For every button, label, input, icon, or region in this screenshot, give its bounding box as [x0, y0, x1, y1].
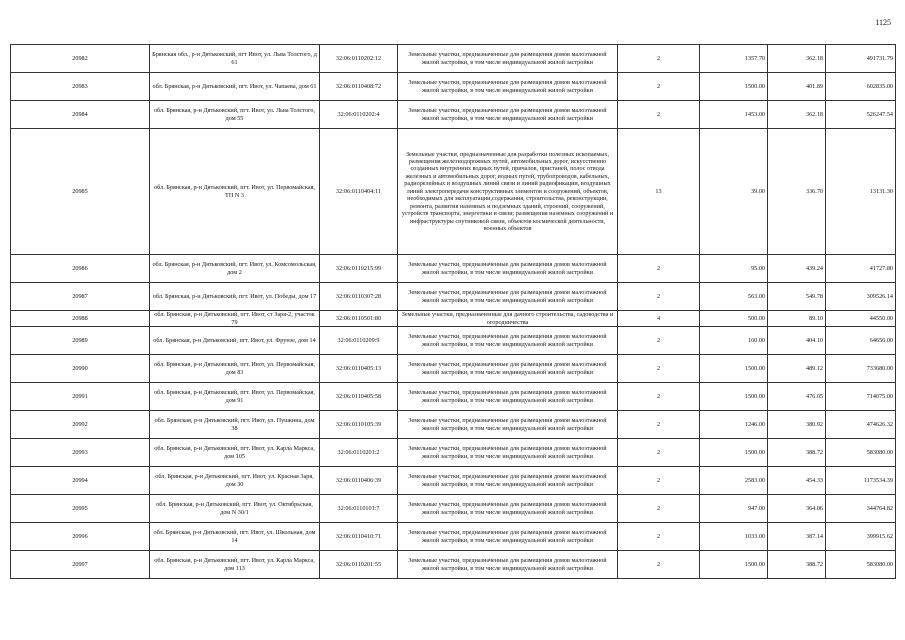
specific-value-cell: 362.18	[768, 45, 826, 73]
address-cell: обл. Брянская, р-н Дятьковский, пгт. Ивот, ул. Школьная, дом 14	[150, 523, 320, 551]
area-cell: 39.00	[700, 129, 768, 255]
cadastral-number-cell: 32:06:0110410:71	[320, 523, 398, 551]
area-cell: 1357.70	[700, 45, 768, 73]
address-cell: обл. Брянская, р-н Дятьковский, пгт. Ивот, ул. Комсомольская, дом 2	[150, 255, 320, 283]
address-cell: обл. Брянская, р-н Дятьковский, пгт. Ивот, ул. Победы, дом 17	[150, 283, 320, 311]
specific-value-cell: 380.92	[768, 411, 826, 439]
use-group-code-cell: 2	[618, 411, 700, 439]
record-number-cell: 20983	[11, 73, 150, 101]
cadastral-value-cell: 309526.14	[826, 283, 896, 311]
cadastral-value-cell: 41727.80	[826, 255, 896, 283]
use-group-code-cell: 2	[618, 467, 700, 495]
cadastral-number-cell: 32:06:0110201:55	[320, 551, 398, 579]
table-row	[11, 255, 896, 283]
cadastral-number-cell: 32:06:0110404:11	[320, 129, 398, 255]
land-use-cell: Земельные участки, предназначенные для размещения домов малоэтажной жилой застройки, в том числе индивидуальной жилой застройки	[398, 551, 618, 579]
specific-value-cell: 387.14	[768, 523, 826, 551]
cadastral-value-cell: 64656.00	[826, 327, 896, 355]
record-number-cell: 20991	[11, 383, 150, 411]
land-use-cell: Земельные участки, предназначенные для размещения домов малоэтажной жилой застройки, в том числе индивидуальной жилой застройки	[398, 523, 618, 551]
cadastral-value-cell: 602835.00	[826, 73, 896, 101]
specific-value-cell: 404.10	[768, 327, 826, 355]
table-row	[11, 383, 896, 411]
address-cell: обл. Брянская, р-н Дятьковский, пгт. Ивот, ул. Первомайская, дом 91	[150, 383, 320, 411]
table-row	[11, 45, 896, 73]
cadastral-value-cell: 13131.30	[826, 129, 896, 255]
area-cell: 500.00	[700, 311, 768, 327]
address-cell: обл. Брянская, р-н Дятьковский, пгт. Ивот, ул. Первомайская, ТП N 3	[150, 129, 320, 255]
record-number-cell: 20995	[11, 495, 150, 523]
land-use-cell: Земельные участки, предназначенные для размещения домов малоэтажной жилой застройки, в том числе индивидуальной жилой застройки	[398, 383, 618, 411]
land-use-cell: Земельные участки, предназначенные для размещения домов малоэтажной жилой застройки, в том числе индивидуальной жилой застройки	[398, 45, 618, 73]
table-row	[11, 73, 896, 101]
land-use-cell: Земельные участки, предназначенные для размещения домов малоэтажной жилой застройки, в том числе индивидуальной жилой застройки	[398, 255, 618, 283]
address-cell: обл. Брянская, р-н Дятьковский, пгт. Ивот, ул. Пушкина, дом 38	[150, 411, 320, 439]
use-group-code-cell: 2	[618, 439, 700, 467]
use-group-code-cell: 2	[618, 495, 700, 523]
area-cell: 1500.00	[700, 383, 768, 411]
area-cell: 1500.00	[700, 73, 768, 101]
address-cell: Брянская обл., р-н Дятьковский, пгт Ивот, ул. Льва Толстого, д 61	[150, 45, 320, 73]
cadastral-number-cell: 32:06:0110209:9	[320, 327, 398, 355]
area-cell: 2583.00	[700, 467, 768, 495]
table-row	[11, 101, 896, 129]
use-group-code-cell: 2	[618, 101, 700, 129]
area-cell: 1500.00	[700, 439, 768, 467]
address-cell: обл. Брянская, р-н Дятьковский, пгт. Ивот, ул. Фрунзе, дом 14	[150, 327, 320, 355]
cadastral-value-cell: 1173534.39	[826, 467, 896, 495]
land-use-cell: Земельные участки, предназначенные для размещения домов малоэтажной жилой застройки, в том числе индивидуальной жилой застройки	[398, 283, 618, 311]
record-number-cell: 20986	[11, 255, 150, 283]
record-number-cell: 20987	[11, 283, 150, 311]
use-group-code-cell: 2	[618, 523, 700, 551]
cadastral-number-cell: 32:06:0110202:4	[320, 101, 398, 129]
specific-value-cell: 439.24	[768, 255, 826, 283]
area-cell: 1246.00	[700, 411, 768, 439]
address-cell: обл. Брянская, р-н Дятьковский, пгт. Ивот, ул. Красная Заря, дом 30	[150, 467, 320, 495]
table-row	[11, 355, 896, 383]
area-cell: 1033.00	[700, 523, 768, 551]
specific-value-cell: 89.10	[768, 311, 826, 327]
use-group-code-cell: 2	[618, 355, 700, 383]
record-number-cell: 20982	[11, 45, 150, 73]
table-row	[11, 551, 896, 579]
land-use-cell: Земельные участки, предназначенные для размещения домов малоэтажной жилой застройки, в том числе индивидуальной жилой застройки	[398, 327, 618, 355]
table-row	[11, 439, 896, 467]
area-cell: 1453.00	[700, 101, 768, 129]
record-number-cell: 20994	[11, 467, 150, 495]
cadastral-number-cell: 32:06:0110215:99	[320, 255, 398, 283]
cadastral-value-cell: 44550.00	[826, 311, 896, 327]
specific-value-cell: 336.70	[768, 129, 826, 255]
area-cell: 95.00	[700, 255, 768, 283]
table-row	[11, 311, 896, 327]
cadastral-number-cell: 32:06:0110202:12	[320, 45, 398, 73]
use-group-code-cell: 2	[618, 73, 700, 101]
record-number-cell: 20988	[11, 311, 150, 327]
land-use-cell: Земельные участки, предназначенные для размещения домов малоэтажной жилой застройки, в том числе индивидуальной жилой застройки	[398, 355, 618, 383]
address-cell: обл. Брянская, р-н Дятьковский, пгт. Ивот, ул. Первомайская, дом 83	[150, 355, 320, 383]
use-group-code-cell: 2	[618, 45, 700, 73]
specific-value-cell: 454.33	[768, 467, 826, 495]
table-body	[11, 45, 896, 579]
cadastral-number-cell: 32:06:0110501:80	[320, 311, 398, 327]
cadastral-number-cell: 32:06:0110405:13	[320, 355, 398, 383]
specific-value-cell: 401.89	[768, 73, 826, 101]
use-group-code-cell: 2	[618, 327, 700, 355]
record-number-cell: 20997	[11, 551, 150, 579]
land-use-cell: Земельные участки, предназначенные для размещения домов малоэтажной жилой застройки, в том числе индивидуальной жилой застройки	[398, 439, 618, 467]
specific-value-cell: 489.12	[768, 355, 826, 383]
use-group-code-cell: 2	[618, 551, 700, 579]
specific-value-cell: 549.78	[768, 283, 826, 311]
cadastral-value-cell: 583080.00	[826, 439, 896, 467]
specific-value-cell: 362.18	[768, 101, 826, 129]
cadastral-number-cell: 32:06:0110406:39	[320, 467, 398, 495]
record-number-cell: 20984	[11, 101, 150, 129]
cadastral-value-cell: 474626.32	[826, 411, 896, 439]
record-number-cell: 20989	[11, 327, 150, 355]
cadastral-value-cell: 583080.00	[826, 551, 896, 579]
address-cell: обл. Брянская, р-н Дятьковский, пгт. Ивот, ст Заря-2, участок 79	[150, 311, 320, 327]
use-group-code-cell: 2	[618, 255, 700, 283]
use-group-code-cell: 2	[618, 383, 700, 411]
record-number-cell: 20992	[11, 411, 150, 439]
record-number-cell: 20985	[11, 129, 150, 255]
cadastral-number-cell: 32:06:0110105:39	[320, 411, 398, 439]
table-row	[11, 523, 896, 551]
specific-value-cell: 388.72	[768, 439, 826, 467]
table-row	[11, 129, 896, 255]
table-row	[11, 495, 896, 523]
cadastral-number-cell: 32:06:0110101:7	[320, 495, 398, 523]
table-row	[11, 327, 896, 355]
area-cell: 1500.00	[700, 355, 768, 383]
land-use-cell: Земельные участки, предназначенные для разработки полезных ископаемых, размещения железнодорожных путей, автомобильных дорог, искусственно созданных внутренних водных путей, причалов, пристаней, полос отвода железных и автомобильных дорог, водных путей, трубопроводов, кабельных, радиорелейных и воздушных линий связи и линий радиофикации, воздушных линий электропередачи конструктивных элементов и сооружений, объектов, необходимых для эксплуатации,содержания, строительства, реконструкции, ремонта, развития наземных и подземных зданий, строений, сооружений, устройств транспорта, энергетики и связи; размещения наземных сооружений и инфраструктуры спутниковой связи, объектов космической деятельности, военных объектов	[398, 129, 618, 255]
record-number-cell: 20990	[11, 355, 150, 383]
area-cell: 1500.00	[700, 551, 768, 579]
cadastral-value-cell: 714075.00	[826, 383, 896, 411]
specific-value-cell: 388.72	[768, 551, 826, 579]
cadastral-value-cell: 733680.00	[826, 355, 896, 383]
cadastral-value-cell: 344764.82	[826, 495, 896, 523]
area-cell: 160.00	[700, 327, 768, 355]
land-use-cell: Земельные участки, предназначенные для размещения домов малоэтажной жилой застройки, в том числе индивидуальной жилой застройки	[398, 73, 618, 101]
cadastral-number-cell: 32:06:0110408:72	[320, 73, 398, 101]
record-number-cell: 20996	[11, 523, 150, 551]
page-number: 1125	[875, 18, 891, 27]
address-cell: обл. Брянская, р-н Дятьковский, пгт. Ивот, ул. Карла Маркса, дом 105	[150, 439, 320, 467]
land-use-cell: Земельные участки, предназначенные для размещения домов малоэтажной жилой застройки, в том числе индивидуальной жилой застройки	[398, 467, 618, 495]
use-group-code-cell: 4	[618, 311, 700, 327]
land-use-cell: Земельные участки, предназначенные для размещения домов малоэтажной жилой застройки, в том числе индивидуальной жилой застройки	[398, 495, 618, 523]
specific-value-cell: 476.05	[768, 383, 826, 411]
table-row	[11, 411, 896, 439]
address-cell: обл. Брянская, р-н Дятьковский, пгт. Ивот, ул. Карла Маркса, дом 113	[150, 551, 320, 579]
address-cell: обл. Брянская, р-н Дятьковский, пгт. Ивот, ул. Чапаева, дом 61	[150, 73, 320, 101]
cadastral-value-cell: 491731.79	[826, 45, 896, 73]
area-cell: 947.00	[700, 495, 768, 523]
specific-value-cell: 364.06	[768, 495, 826, 523]
cadastral-number-cell: 32:06:0110201:2	[320, 439, 398, 467]
address-cell: обл. Брянская, р-н Дятьковский, пгт. Ивот, ул. Октябрьская, дом N 30/1	[150, 495, 320, 523]
cadastral-number-cell: 32:06:0110307:28	[320, 283, 398, 311]
use-group-code-cell: 2	[618, 283, 700, 311]
use-group-code-cell: 13	[618, 129, 700, 255]
cadastral-value-cell: 526247.54	[826, 101, 896, 129]
land-use-cell: Земельные участки, предназначенные для размещения домов малоэтажной жилой застройки, в том числе индивидуальной жилой застройки	[398, 411, 618, 439]
land-use-cell: Земельные участки, предназначенные для размещения домов малоэтажной жилой застройки, в том числе индивидуальной жилой застройки	[398, 101, 618, 129]
table-row	[11, 467, 896, 495]
cadastral-number-cell: 32:06:0110405:58	[320, 383, 398, 411]
area-cell: 563.00	[700, 283, 768, 311]
table-row	[11, 283, 896, 311]
land-use-cell: Земельные участки, предназначенные для дачного строительства, садоводства и огородничества	[398, 311, 618, 327]
record-number-cell: 20993	[11, 439, 150, 467]
address-cell: обл. Брянская, р-н Дятьковский, пгт. Ивот, ул. Льва Толстого, дом 55	[150, 101, 320, 129]
cadastral-value-table	[10, 44, 896, 579]
cadastral-value-cell: 399915.62	[826, 523, 896, 551]
